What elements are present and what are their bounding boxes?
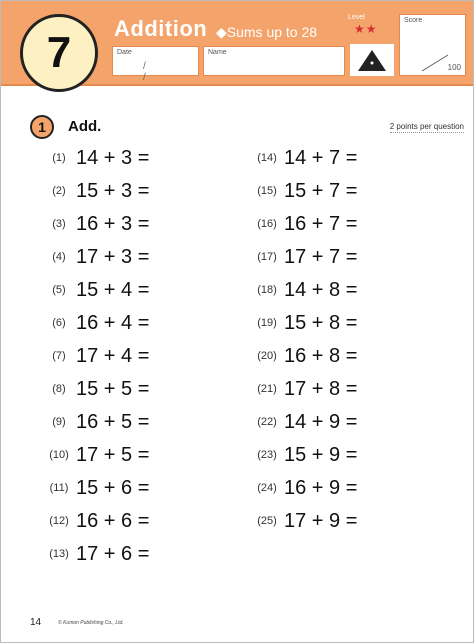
problem-expression: 16 + 8 = <box>284 344 358 367</box>
problem-expression: 14 + 3 = <box>76 146 150 169</box>
problem-expression: 15 + 7 = <box>284 179 358 202</box>
lesson-number-badge: 7 <box>20 14 98 92</box>
problem-number: (6) <box>52 317 66 329</box>
problem-number: (8) <box>52 383 66 395</box>
problem-item[interactable] <box>42 542 149 566</box>
problem-item[interactable] <box>250 410 357 434</box>
problem-item[interactable] <box>250 146 357 170</box>
problem-number: (10) <box>49 449 69 461</box>
problem-number: (23) <box>257 449 277 461</box>
problem-item[interactable] <box>42 245 149 269</box>
score-field[interactable] <box>399 14 466 76</box>
page-number: 14 <box>30 617 42 628</box>
problem-expression: 17 + 7 = <box>284 245 358 268</box>
problem-number: (16) <box>257 218 277 230</box>
problem-number: (22) <box>257 416 277 428</box>
problem-expression: 15 + 5 = <box>76 377 150 400</box>
problem-number: (4) <box>52 251 66 263</box>
score-label: Score <box>404 17 423 24</box>
points-note: 2 points per question <box>389 122 464 131</box>
problem-number: (7) <box>52 350 66 362</box>
problem-number: (17) <box>257 251 277 263</box>
problem-item[interactable] <box>250 443 357 467</box>
problem-number: (5) <box>52 284 66 296</box>
problem-number: (14) <box>257 152 277 164</box>
problem-item[interactable] <box>42 278 149 302</box>
problem-number: (2) <box>52 185 66 197</box>
name-label: Name <box>208 49 227 56</box>
problem-item[interactable] <box>250 278 357 302</box>
problem-expression: 17 + 8 = <box>284 377 358 400</box>
problem-item[interactable] <box>42 410 149 434</box>
problem-expression: 15 + 9 = <box>284 443 358 466</box>
date-label: Date <box>117 49 132 56</box>
problem-item[interactable] <box>42 509 149 533</box>
date-separator: / / <box>143 61 164 83</box>
problem-item[interactable] <box>250 509 357 533</box>
level-label: Level <box>348 14 365 21</box>
problem-number: (21) <box>257 383 277 395</box>
problem-number: (24) <box>257 482 277 494</box>
problem-item[interactable] <box>250 245 357 269</box>
problem-number: (20) <box>257 350 277 362</box>
problem-number: (3) <box>52 218 66 230</box>
section-instruction: Add. <box>68 118 102 135</box>
problem-expression: 16 + 6 = <box>76 509 150 532</box>
problem-expression: 16 + 4 = <box>76 311 150 334</box>
copyright-notice: © Kumon Publishing Co., Ltd. <box>58 620 124 626</box>
problem-item[interactable] <box>250 179 357 203</box>
problem-number: (1) <box>52 152 66 164</box>
problem-number: (13) <box>49 548 69 560</box>
problem-item[interactable] <box>42 311 149 335</box>
problem-expression: 17 + 9 = <box>284 509 358 532</box>
problem-item[interactable] <box>250 476 357 500</box>
problem-expression: 17 + 5 = <box>76 443 150 466</box>
problem-number: (19) <box>257 317 277 329</box>
problem-expression: 15 + 8 = <box>284 311 358 334</box>
section-number-badge: 1 <box>30 115 54 139</box>
problem-number: (9) <box>52 416 66 428</box>
date-field[interactable] <box>112 46 199 83</box>
page-subtitle: ◆Sums up to 28 <box>216 24 318 40</box>
problem-expression: 16 + 3 = <box>76 212 150 235</box>
problem-expression: 17 + 6 = <box>76 542 150 565</box>
problem-item[interactable] <box>42 179 149 203</box>
triangle-level-icon <box>350 44 394 76</box>
problem-expression: 17 + 3 = <box>76 245 150 268</box>
problem-number: (15) <box>257 185 277 197</box>
problem-number: (25) <box>257 515 277 527</box>
problem-expression: 15 + 6 = <box>76 476 150 499</box>
problem-item[interactable] <box>250 311 357 335</box>
problem-expression: 14 + 8 = <box>284 278 358 301</box>
problem-number: (18) <box>257 284 277 296</box>
problem-item[interactable] <box>42 344 149 368</box>
problem-item[interactable] <box>250 212 357 236</box>
problem-expression: 16 + 9 = <box>284 476 358 499</box>
problem-item[interactable] <box>42 443 149 467</box>
problem-expression: 16 + 5 = <box>76 410 150 433</box>
problem-item[interactable] <box>250 377 357 401</box>
problem-item[interactable] <box>42 476 149 500</box>
problem-expression: 16 + 7 = <box>284 212 358 235</box>
problem-expression: 15 + 3 = <box>76 179 150 202</box>
problem-expression: 14 + 9 = <box>284 410 358 433</box>
problem-item[interactable] <box>42 377 149 401</box>
name-field[interactable] <box>203 46 345 76</box>
level-indicator <box>350 44 394 76</box>
problem-number: (12) <box>49 515 69 527</box>
problem-item[interactable] <box>42 212 149 236</box>
problem-expression: 15 + 4 = <box>76 278 150 301</box>
problem-expression: 14 + 7 = <box>284 146 358 169</box>
score-max: 100 <box>447 63 461 72</box>
problem-expression: 17 + 4 = <box>76 344 150 367</box>
level-stars-icon: ★★ <box>354 22 378 36</box>
page-title: Addition <box>114 16 208 41</box>
problem-item[interactable] <box>250 344 357 368</box>
problem-item[interactable] <box>42 146 149 170</box>
problem-number: (11) <box>49 482 69 494</box>
